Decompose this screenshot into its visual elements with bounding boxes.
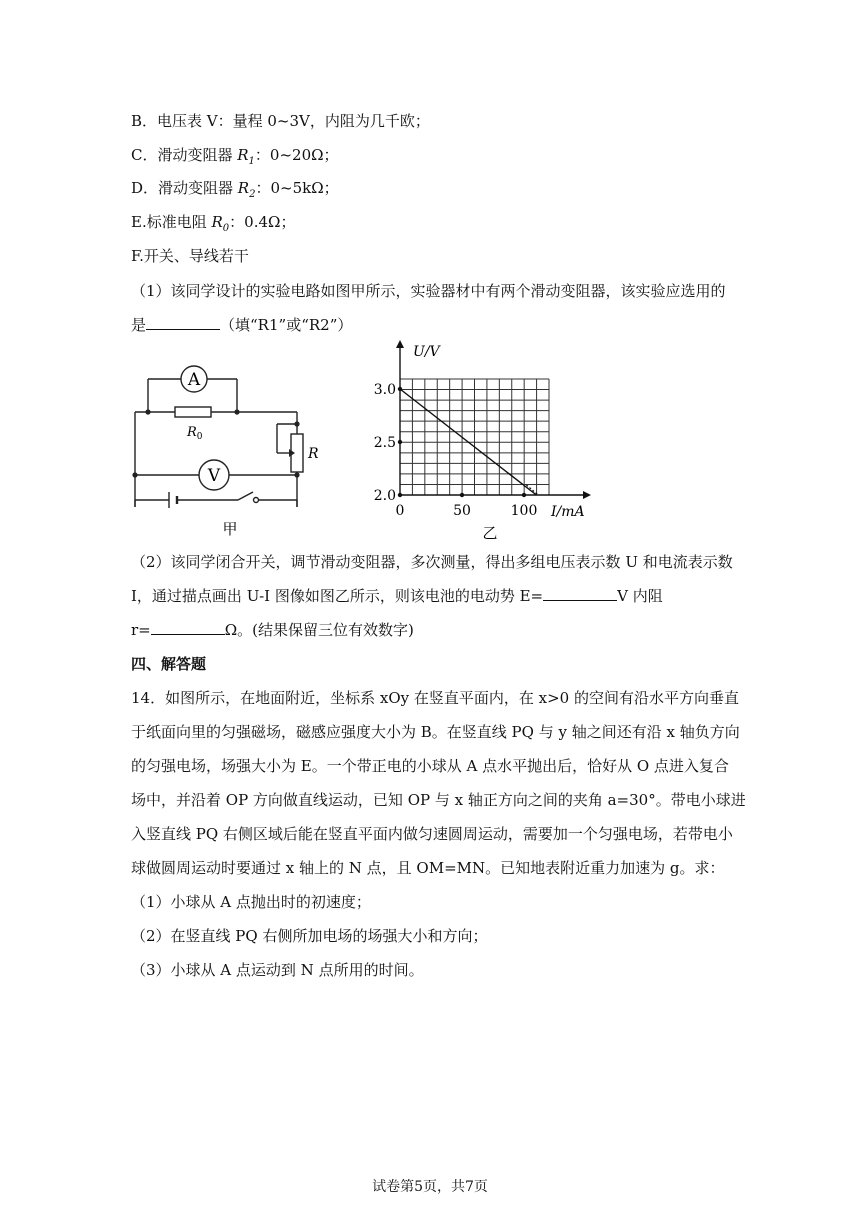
q2-line1: （2）该同学闭合开关，调节滑动变阻器，多次测量，得出多组电压表示数 U 和电流表示数 — [131, 553, 733, 571]
r0-label: $R_0$ — [187, 425, 203, 442]
circuit-diagram — [125, 362, 319, 542]
x-tick-label: 100 — [510, 503, 538, 519]
q1-line1: （1）该同学设计的实验电路如图甲所示，实验器材中有两个滑动变阻器，该实验应选用的 — [131, 282, 726, 300]
y-tick-dot — [398, 440, 402, 444]
q2-line3: r= Ω。(结果保留三位有效数字) — [131, 621, 414, 639]
x-tick-dot — [522, 493, 526, 497]
q1-line2: 是 （填“R1”或“R2”） — [131, 316, 353, 334]
option-e: E.标准电阻 $R_0$：0.4Ω； — [131, 213, 296, 234]
y-axis-label: U/V — [413, 344, 440, 360]
option-b: B．电压表 V：量程 0~3V，内阻为几千欧； — [131, 112, 430, 130]
resistance-blank — [151, 620, 225, 635]
page-footer: 试卷第5页，共7页 — [372, 1179, 488, 1195]
answer-blank — [146, 315, 220, 330]
figure-yi-caption: 乙 — [482, 524, 498, 542]
y-tick-dot — [398, 493, 402, 497]
x-tick-label: 50 — [453, 503, 471, 519]
ui-chart — [355, 338, 605, 548]
emf-blank — [543, 586, 617, 601]
q14-line: （2）在竖直线 PQ 右侧所加电场的场强大小和方向； — [131, 927, 488, 945]
q14-line: 场中，并沿着 OP 方向做直线运动，已知 OP 与 x 轴正方向之间的夹角 a=30°。带电小球进 — [131, 791, 746, 809]
q14-line: 入竖直线 PQ 右侧区域后能在竖直平面内做匀速圆周运动，需要加一个匀强电场，若带电小 — [131, 825, 733, 843]
y-tick-label: 2.5 — [373, 435, 396, 451]
q14-line: 的匀强电场，场强大小为 E。一个带正电的小球从 A 点水平抛出后，恰好从 O 点进入复合 — [131, 757, 729, 775]
y-tick-label: 3.0 — [373, 382, 396, 398]
q14-line: （3）小球从 A 点运动到 N 点所用的时间。 — [131, 961, 424, 979]
option-f: F.开关、导线若干 — [131, 247, 249, 265]
x-tick-label: 0 — [395, 503, 405, 519]
y-axis-arrow — [396, 340, 404, 348]
option-c: C．滑动变阻器 $R_1$：0~20Ω； — [131, 146, 339, 167]
q14-line: 于纸面向里的匀强磁场，磁感应强度大小为 B。在竖直线 PQ 与 y 轴之间还有沿 x 轴负方向 — [131, 723, 740, 741]
x-axis-label: I/mA — [551, 504, 585, 520]
x-axis-arrow — [583, 491, 591, 499]
voltmeter-label: V — [207, 466, 221, 486]
option-d: D．滑动变阻器 $R_2$：0~5kΩ； — [131, 179, 339, 200]
x-tick-dot — [460, 493, 464, 497]
y-tick-label: 2.0 — [373, 488, 396, 504]
ammeter-label: A — [187, 370, 201, 390]
r-label: R — [308, 446, 319, 462]
section-heading: 四、解答题 — [131, 655, 207, 673]
q2-line2: I，通过描点画出 U-I 图像如图乙所示，则该电池的电动势 E= V 内阻 — [131, 587, 663, 605]
figure-jia-caption: 甲 — [222, 520, 238, 538]
q14-line: 14．如图所示，在地面附近，坐标系 xOy 在竖直平面内，在 x>0 的空间有沿水平方向垂直 — [131, 689, 739, 707]
q14-line: 球做圆周运动时要通过 x 轴上的 N 点，且 OM=MN。已知地表附近重力加速为 g。求： — [131, 859, 725, 877]
q14-line: （1）小球从 A 点抛出时的初速度； — [131, 893, 371, 911]
